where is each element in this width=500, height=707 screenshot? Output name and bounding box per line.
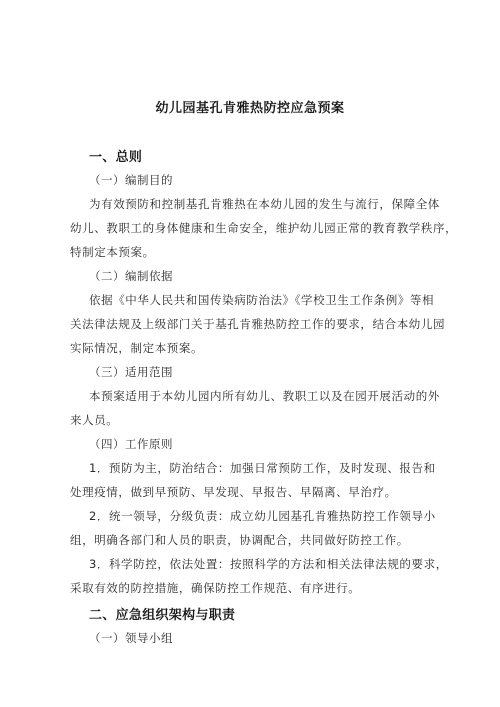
paragraph-line: 幼儿、教职工的身体健康和生命安全，维护幼儿园正常的教育教学秩序， [70,221,458,235]
principle-line: 1．预防为主，防治结合：加强日常预防工作，及时发现、报告和 [89,461,436,475]
document-title: 幼儿园基孔肯雅热防控应急预案 [155,101,345,116]
principle-line: 2．统一领导，分级负责：成立幼儿园基孔肯雅热防控工作领导小 [89,509,436,523]
paragraph-line: 来人员。 [70,413,119,427]
principle-line: 采取有效的防控措施，确保防控工作规范、有序进行。 [70,581,361,595]
principle-line: 处理疫情，做到早预防、早发现、早报告、早隔离、早治疗。 [70,485,397,499]
principle-line: 3．科学防控，依法处置：按照科学的方法和相关法律法规的要求， [89,557,448,571]
subsection-heading-leadership: （一）领导小组 [89,631,173,645]
principle-line: 组，明确各部门和人员的职责，协调配合，共同做好防控工作。 [70,533,409,547]
subsection-heading-purpose: （一）编制目的 [89,173,173,187]
section-heading-organization: 二、应急组织架构与职责 [89,608,236,623]
paragraph-line: 本预案适用于本幼儿园内所有幼儿、教职工以及在园开展活动的外 [89,389,440,403]
paragraph-line: 实际情况，制定本预案。 [70,341,204,355]
paragraph-line: 特制定本预案。 [70,245,155,259]
paragraph-line: 关法律法规及上级部门关于基孔肯雅热防控工作的要求，结合本幼儿园 [70,317,446,331]
paragraph-line: 为有效预防和控制基孔肯雅热在本幼儿园的发生与流行，保障全体 [89,197,440,211]
subsection-heading-principles: （四）工作原则 [89,437,173,451]
section-heading-general: 一、总则 [89,150,143,165]
paragraph-line: 依据《中华人民共和国传染病防治法》《学校卫生工作条例》等相 [89,293,435,307]
subsection-heading-scope: （三）适用范围 [89,365,173,379]
subsection-heading-basis: （二）编制依据 [89,269,173,283]
